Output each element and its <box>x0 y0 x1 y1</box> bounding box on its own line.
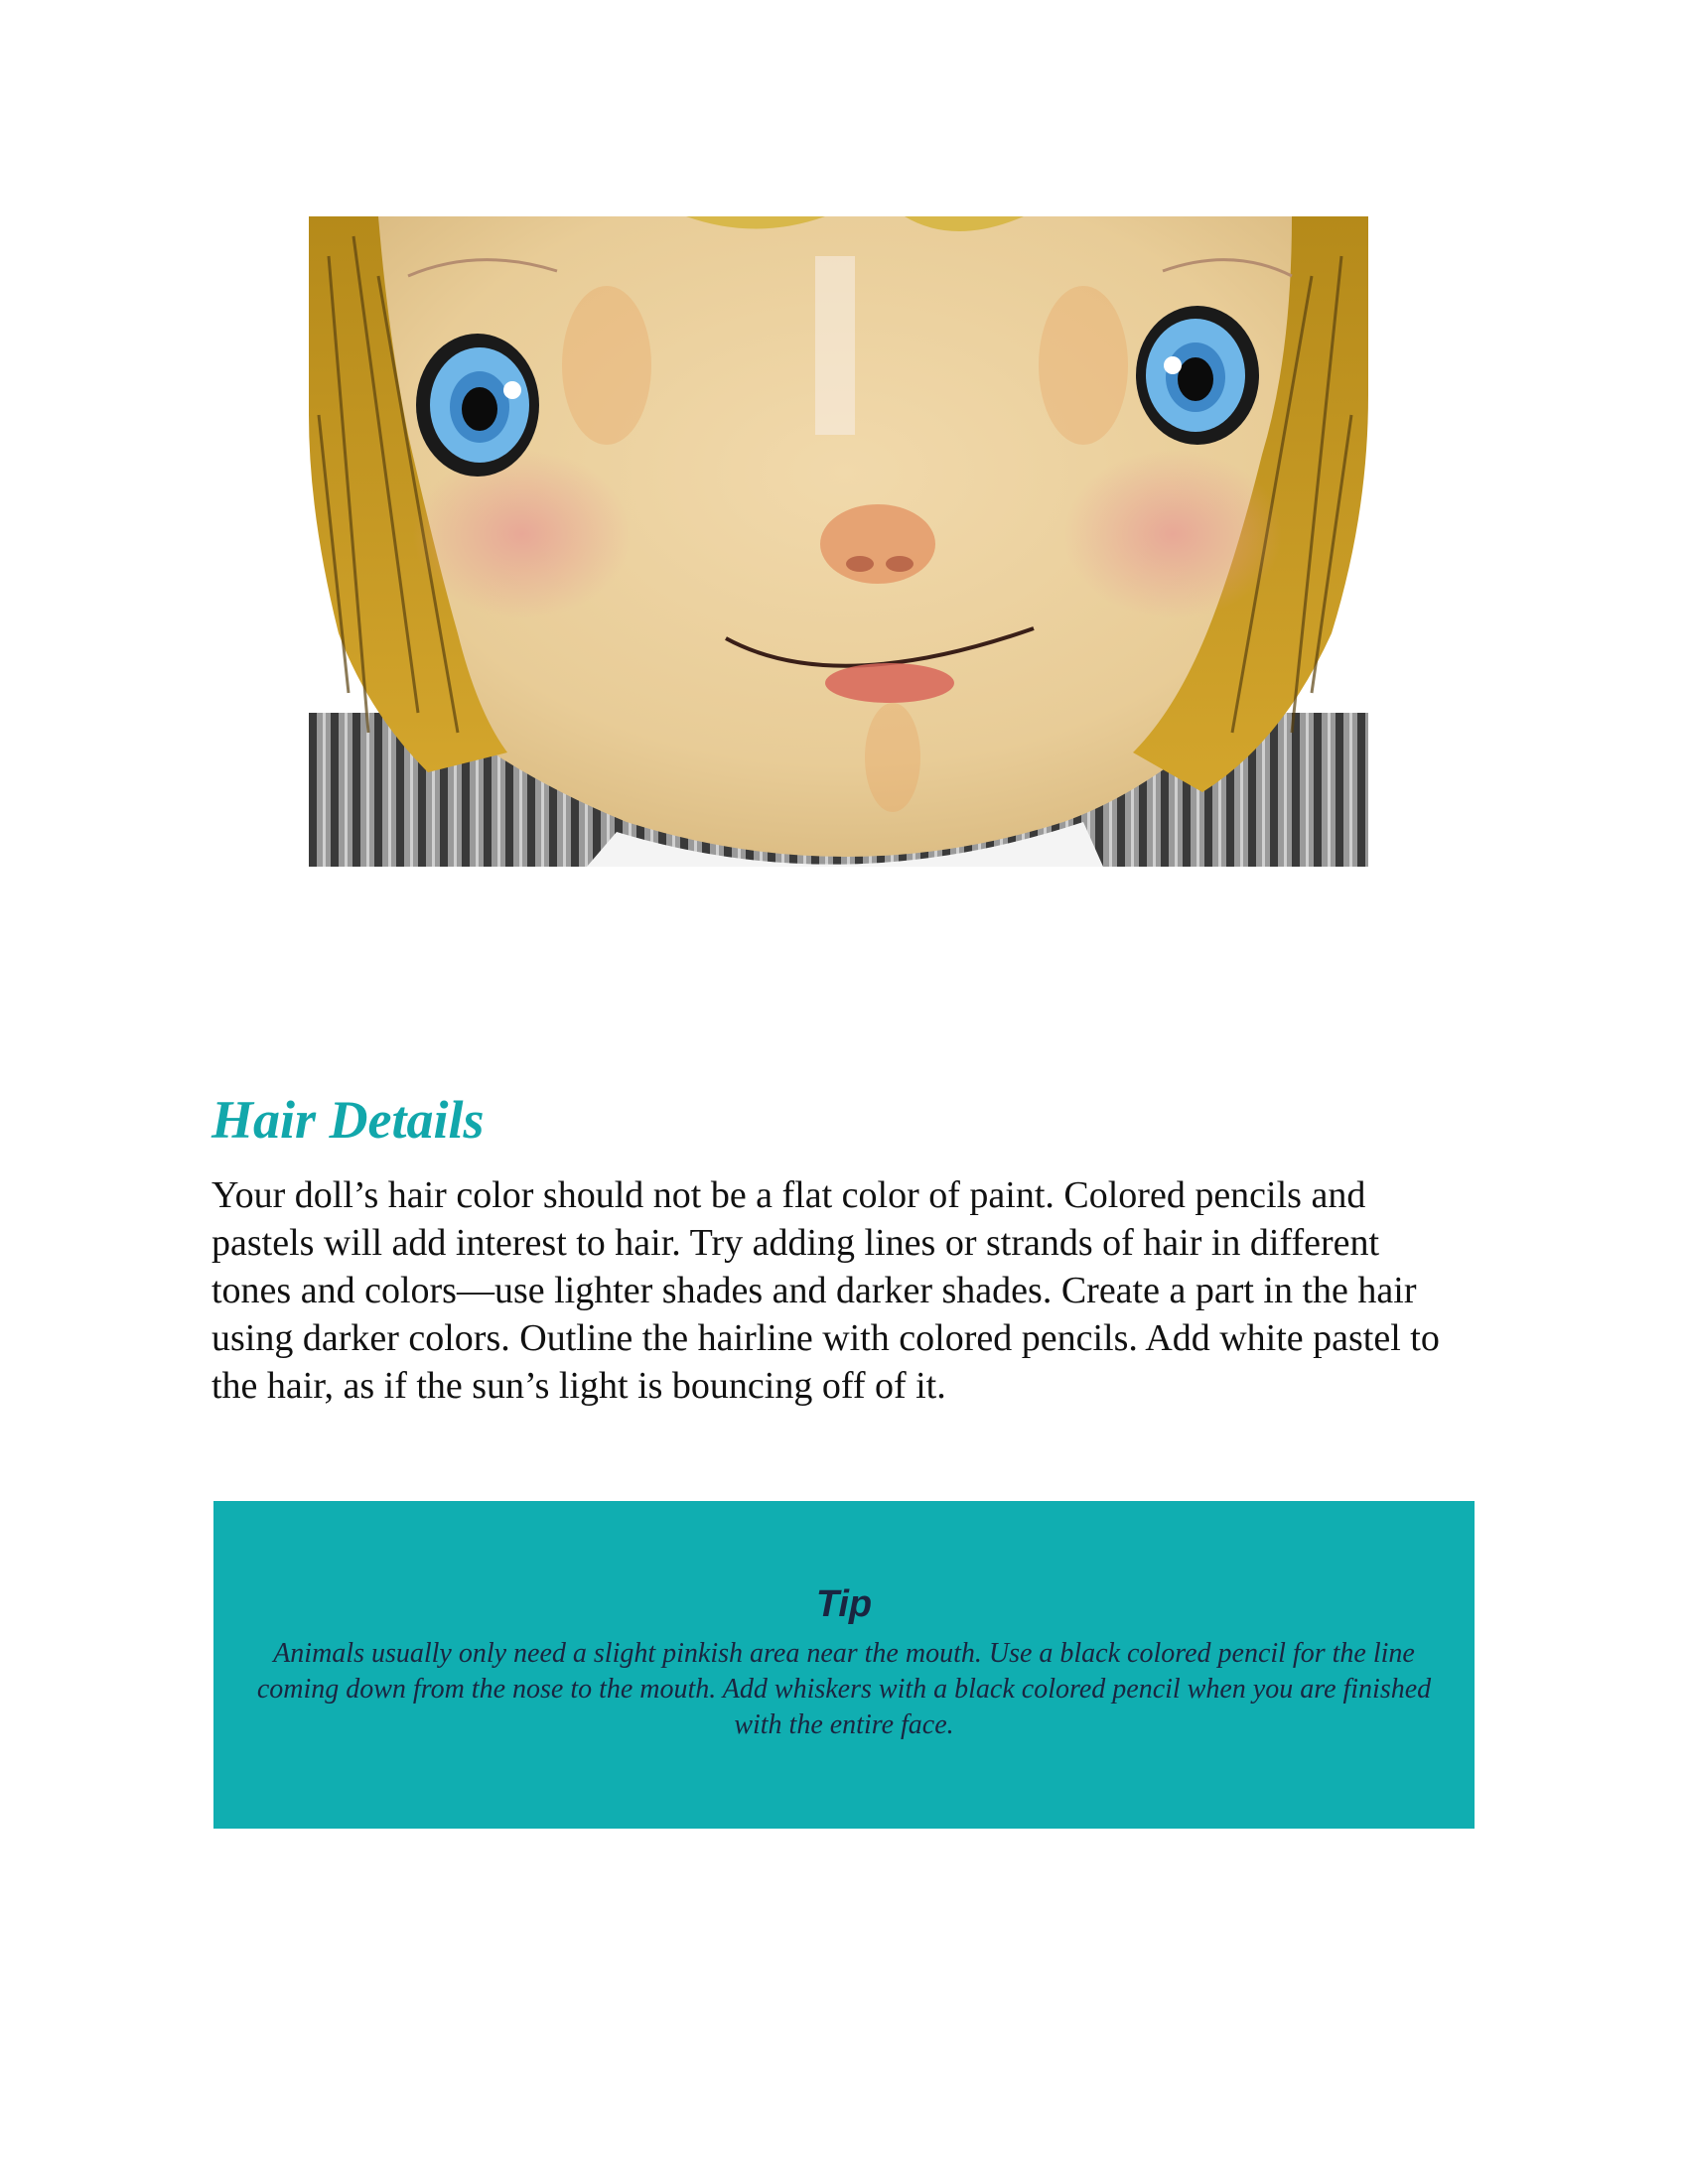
tip-title: Tip <box>815 1583 873 1625</box>
doll-face-photo <box>309 216 1368 867</box>
tip-text: Animals usually only need a slight pinkish area near the mouth. Use a black colored pencil for the line coming down from the nose to the mouth. Add whiskers with a black colored pencil when you are finished with the entire face. <box>256 1638 1432 1740</box>
body-paragraph: Your doll’s hair color should not be a flat color of paint. Colored pencils and pastels will add interest to hair. Try adding lines or strands of hair in different tones and colors—use lighter shades and darker shades. Create a part in the hair using darker colors. Outline the hairline with colored pencils. Add white pastel to the hair, as if the sun’s light is bouncing off of it. <box>211 1174 1440 1407</box>
tip-box <box>213 1501 1475 1829</box>
section-heading: Hair Details <box>211 1090 485 1150</box>
